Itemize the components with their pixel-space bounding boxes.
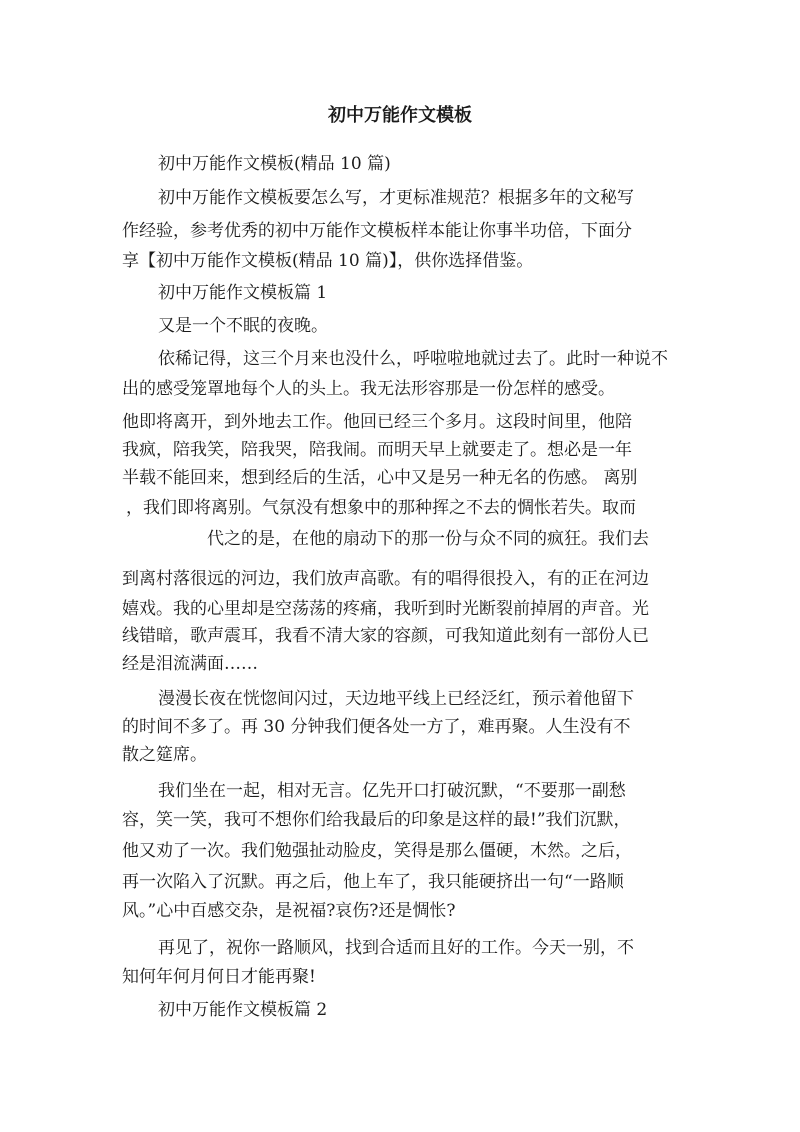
paragraph-line: 线错暗，歌声震耳，我看不清大家的容颜，可我知道此刻有一部份人已 — [122, 626, 649, 646]
paragraph-line: 知何年何月何日才能再聚! — [122, 967, 316, 987]
paragraph-line: ，我们即将离别。气氛没有想象中的那种挥之不去的惆怅若失。取而 — [126, 498, 636, 518]
paragraph-line: 再一次陷入了沉默。再之后，他上车了，我只能硬挤出一句“一路顺 — [122, 872, 624, 892]
intro-line: 作经验，参考优秀的初中万能作文模板样本能让你事半功倍，下面分 — [122, 221, 632, 241]
paragraph-line: 嬉戏。我的心里却是空荡荡的疼痛，我听到时光断裂前掉屑的声音。光 — [122, 599, 649, 619]
paragraph-line: 风。”心中百感交杂，是祝福?哀伤?还是惆怅? — [122, 901, 456, 921]
paragraph-line: 他又劝了一次。我们勉强扯动脸皮，笑得是那么僵硬，木然。之后， — [122, 841, 632, 861]
paragraph-line: 出的感受笼罩地每个人的头上。我无法形容那是一份怎样的感受。 — [122, 379, 615, 399]
paragraph-line: 到离村落很远的河边，我们放声高歌。有的唱得很投入，有的正在河边 — [122, 569, 649, 589]
paragraph-line: 我疯，陪我笑，陪我哭，陪我闹。而明天早上就要走了。想必是一年 — [122, 440, 632, 460]
paragraph-line: 的时间不多了。再 30 分钟我们便各处一方了，难再聚。人生没有不 — [122, 717, 631, 737]
paragraph-line: 他即将离开，到外地去工作。他回已经三个多月。这段时间里，他陪 — [122, 412, 632, 432]
paragraph-line: 依稀记得，这三个月来也没什么，呼啦啦地就过去了。此时一种说不 — [158, 349, 668, 369]
paragraph-line: 经是泪流满面…… — [122, 654, 258, 674]
paragraph-line: 再见了，祝你一路顺风，找到合适而且好的工作。今天一别，不 — [158, 938, 634, 958]
intro-line: 初中万能作文模板要怎么写，才更标准规范？根据多年的文秘写 — [158, 188, 634, 208]
paragraph-line: 又是一个不眠的夜晚。 — [158, 316, 328, 336]
paragraph-line: 容，笑一笑，我可不想你们给我最后的印象是这样的最!”我们沉默， — [122, 810, 631, 830]
section-heading: 初中万能作文模板篇 1 — [158, 283, 328, 303]
section-heading: 初中万能作文模板篇 2 — [158, 1000, 328, 1020]
document-subtitle: 初中万能作文模板(精品 10 篇) — [158, 154, 391, 174]
paragraph-line: 散之筵席。 — [122, 745, 207, 765]
paragraph-line: 漫漫长夜在恍惚间闪过，天边地平线上已经泛红，预示着他留下 — [158, 689, 634, 709]
paragraph-line: 我们坐在一起，相对无言。亿先开口打破沉默，“不要那一副愁 — [158, 781, 626, 801]
intro-line: 享【初中万能作文模板(精品 10 篇)】，供你选择借鉴。 — [122, 251, 534, 271]
paragraph-line: 半载不能回来，想到经后的生活，心中又是另一种无名的伤感。 离别 — [122, 468, 638, 488]
document-title: 初中万能作文模板 — [328, 105, 472, 126]
paragraph-line: 代之的是，在他的扇动下的那一份与众不同的疯狂。我们去 — [207, 529, 649, 549]
